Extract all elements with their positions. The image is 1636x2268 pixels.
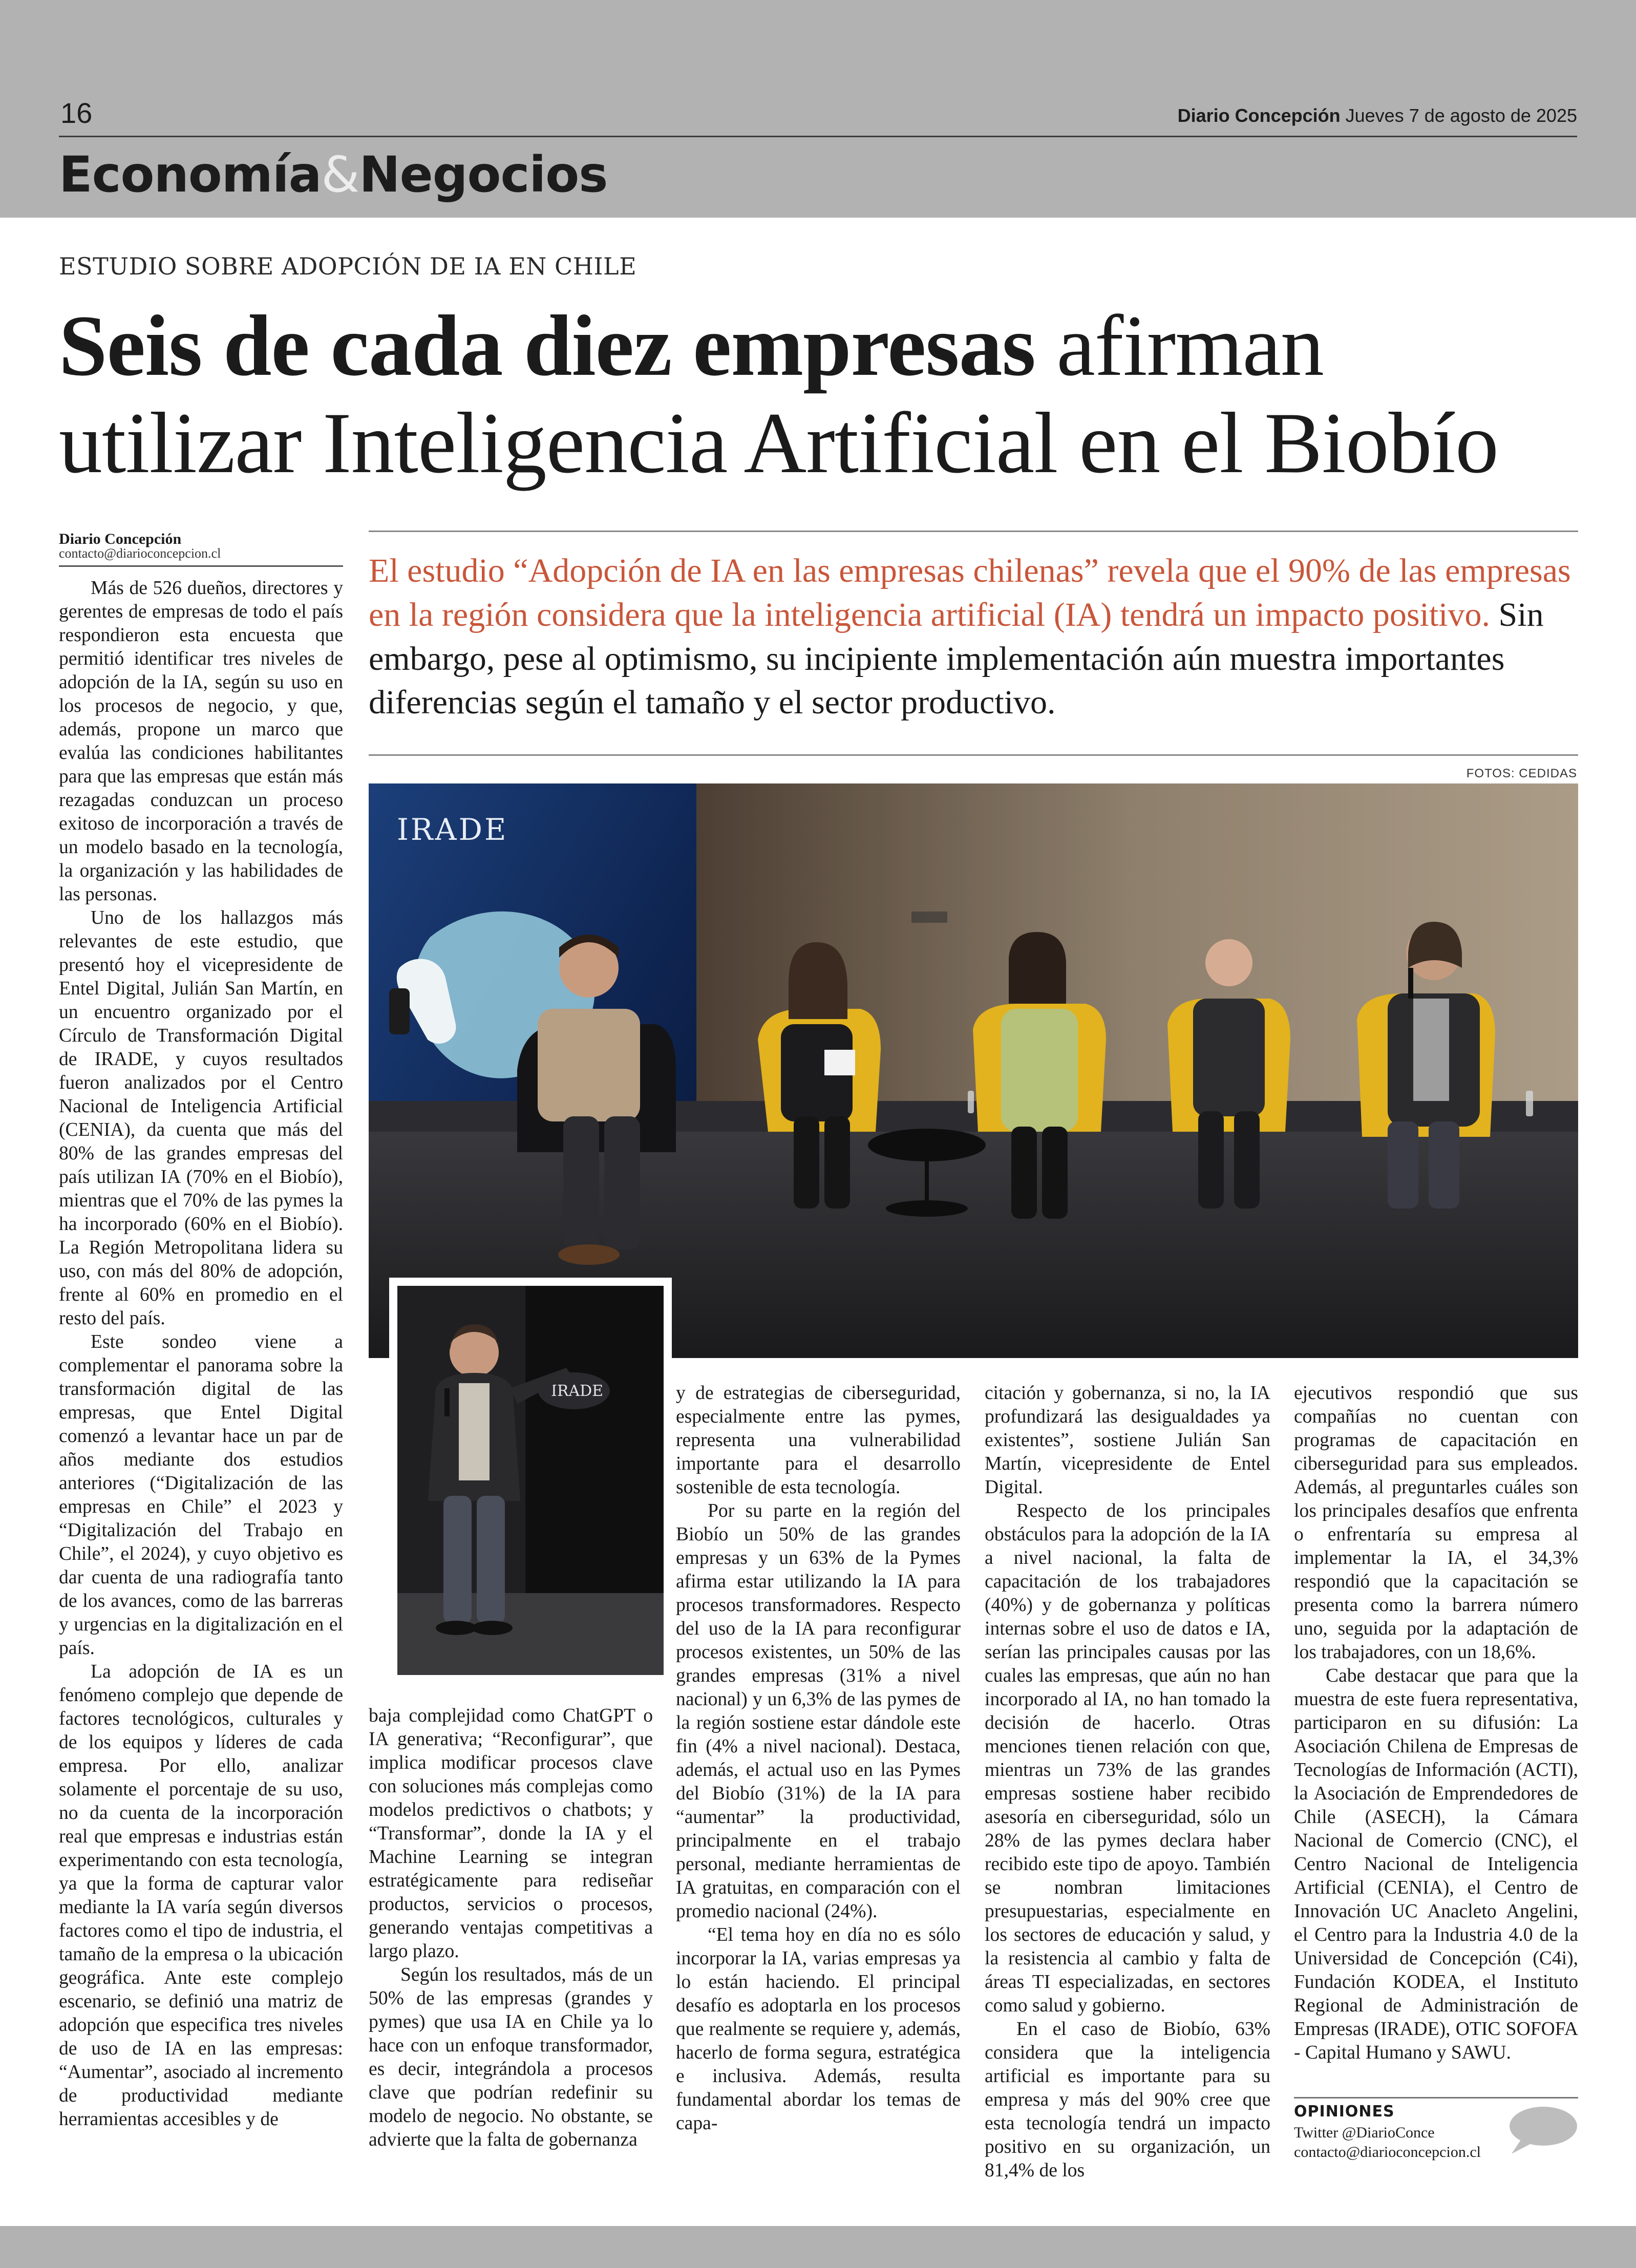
deck-rule-bottom [369, 754, 1578, 756]
article-column-5 [1294, 1382, 1578, 2065]
article-column-2 [369, 1704, 653, 2152]
deck-highlight: El estudio “Adopción de IA en las empresas chilenas” revela que el 90% de las empresas en la región considera que la inteligencia artificial (IA) tendrá un impacto positivo. [369, 552, 1571, 633]
paragraph: Respecto de los principales obstáculos para la adopción de la IA a nivel nacional, la falta de capacitación de los trabajadores (40%) y de gobernanza y políticas internas sobre el uso de datos e IA, serían las principales causas por las cuales las empresas, que aún no han incorporado al IA, no han tomado la decisión de hacerlo. Otras menciones tienen relación con que, mientras un 73% de las grandes empresas sostiene haber recibido asesoría en ciberseguridad, sólo un 28% de las pymes declara haber recibido este tipo de apoyo. También se nombran limitaciones presupuestarias, especialmente en los sectores de educación y salud, y la resistencia al cambio y falta de áreas TI especializadas, en sectores como salud y gobierno. [985, 1500, 1270, 2016]
photo-credit: FOTOS: CEDIDAS [1466, 767, 1577, 780]
opinions-twitter-link[interactable]: Twitter @DiarioConce [1294, 2124, 1435, 2141]
issue-date: Jueves 7 de agosto de 2025 [1345, 105, 1577, 126]
speech-bubble-icon [1506, 2105, 1578, 2158]
paragraph: Cabe destacar que para que la muestra de este fuera representativa, participaron en su difusión: La Asociación Chilena de Empresas de Tecnologías de Información (ACTI), la Asociación de Emprendedores de Chile (ASECH), la Cámara Nacional de Comercio (CNC), el Centro Nacional de Inteligencia Artificial (CENIA), el Centro de Innovación UC Anacleto Angelini, el Centro para la Industria 4.0 de la Universidad de Concepción (C4i), Fundación KODEA, el Instituto Regional de Administración de Empresas (IRADE), OTIC SOFOFA - Capital Humano y SAWU. [1294, 1665, 1578, 2063]
opinions-rule [1294, 2097, 1578, 2099]
article-column-1 [59, 577, 343, 2131]
deck-rule-top [369, 531, 1578, 532]
byline-email: contacto@diarioconcepcion.cl [59, 546, 221, 561]
footer-band [0, 2226, 1636, 2268]
paragraph-continued: citación y gobernanza, si no, la IA profundizará las desigualdades ya existentes”, sostiene Julián San Martín, vicepresidente de Entel Digital. [985, 1383, 1270, 1498]
section-title [59, 146, 607, 203]
paragraph: Este sondeo viene a complementar el panorama sobre la transformación digital de las empresas, que Entel Digital comenzó a levantar hace un par de años mediante dos estudios anteriores (“Digitalización de las empresas en Chile” el 2023 y “Digitalización del Trabajo en Chile”, el 2024), y cuyo objetivo es dar cuenta de una radiografía tanto de los avances, como de las barreras y urgencias en la digitalización en el país. [59, 1331, 343, 1659]
inset-sign-text: IRADE [551, 1382, 604, 1400]
main-photo-panel [369, 783, 1578, 1358]
paragraph: Más de 526 dueños, directores y gerentes de empresas de todo el país respondieron esta encuesta que permitió identificar tres niveles de adopción de la IA, según su uso en los procesos de negocio, y que, además, propone un marco que evalúa las condiciones habilitantes para que las empresas que están más rezagadas conduzcan un proceso exitoso de incorporación a través de un modelo basado en la tecnología, la organización y las habilidades de las personas. [59, 578, 343, 905]
paragraph-continued: y de estrategias de ciberseguridad, especialmente entre las pymes, representa una vulnerabilidad importante para el desarrollo sostenible de esta tecnología. [676, 1383, 961, 1498]
article-column-3 [676, 1382, 961, 2135]
article-column-4 [985, 1382, 1270, 2182]
paragraph-continued: ejecutivos respondió que sus compañías no cuentan con programas de capacitación en ciberseguridad para sus empleados. Además, al preguntarles cuáles son los principales desafíos que enfrenta o enfrentaría su empresa al implementar la IA, el 34,3% respondió que la capacitación se presenta como la barrera número uno, seguida por la adaptación de los trabajadores, con un 18,6%. [1294, 1383, 1578, 1663]
deck-rest: Sin embargo, pese al optimismo, su incipiente implementación aún muestra importantes diferencias según el tamaño y el sector productivo. [369, 596, 1544, 722]
article-kicker: ESTUDIO SOBRE ADOPCIÓN DE IA EN CHILE [59, 252, 637, 280]
headline-bold: Seis de cada diez empresas [59, 298, 1035, 394]
paragraph: En el caso de Biobío, 63% considera que la inteligencia artificial es importante para su empresa y más del 90% cree que esta tecnología tendrá un impacto positivo en su organización, un 81,4% de los [985, 2019, 1270, 2181]
page-number: 16 [60, 97, 93, 129]
byline-name: Diario Concepción [59, 531, 182, 547]
section-title-part2: Negocios [359, 146, 608, 203]
paragraph-continued: baja complejidad como ChatGPT o IA generativa; “Reconfigurar”, que implica modificar procesos clave con soluciones más complejas como modelos predictivos o chatbots; y “Transformar”, donde la IA y el Machine Learning se integran estratégicamente para rediseñar productos, servicios o procesos, generando ventajas competitivas a largo plazo. [369, 1705, 653, 1962]
opinions-email-link[interactable]: contacto@diarioconcepcion.cl [1294, 2144, 1481, 2160]
article-deck [369, 549, 1578, 725]
paragraph: Por su parte en la región del Biobío un 50% de las grandes empresas y un 63% de la Pymes afirma estar utilizando la IA para procesos transformadores. Respecto del uso de la IA para reconfigurar procesos existentes, un 50% de las grandes empresas (31% a nivel nacional) y un 6,3% de las pymes de la región sostiene estar dándole este fin (4% a nivel nacional). Destaca, además, el actual uso en las Pymes del Biobío (31%) de la IA para “aumentar” la productividad, principalmente en el trabajo personal, mediante herramientas de IA gratuitas, en comparación con el promedio nacional (24%). [676, 1500, 961, 1922]
byline-rule [59, 565, 343, 567]
headline-rest: afirman utilizar Inteligencia Artificial en el Biobío [59, 298, 1498, 492]
paragraph: Uno de los hallazgos más relevantes de este estudio, que presentó hoy el vicepresidente de Entel Digital, Julián San Martín, en un encuentro organizado por el Círculo de Transformación Digital de IRADE, y cuyos resultados fueron analizados por el Centro Nacional de Inteligencia Artificial (CENIA), da cuenta que más del 80% de las grandes empresas del país utilizan IA (70% en el Biobío), mientras que el 70% de las pymes la ha incorporado (60% en el Biobío). La Región Metropolitana lidera su uso, con más del 80% de adopción, frente al 60% en promedio en el resto del país. [59, 907, 343, 1329]
masthead [1178, 105, 1577, 126]
inset-photo-panel [389, 1278, 672, 1683]
opinions-title: OPINIONES [1294, 2103, 1395, 2121]
newspaper-name: Diario Concepción [1177, 105, 1341, 126]
section-title-ampersand: & [321, 146, 359, 203]
section-title-part1: Economía [59, 146, 322, 203]
article-headline [59, 297, 1585, 492]
paragraph: Según los resultados, más de un 50% de las empresas (grandes y pymes) que usa IA en Chile ya lo hace con un enfoque transformador, es decir, integrándola a procesos clave que podrían redefinir su modelo de negocio. No obstante, se advierte que la falta de gobernanza [369, 1964, 653, 2150]
header-rule [59, 136, 1577, 137]
paragraph: La adopción de IA es un fenómeno complejo que depende de factores tecnológicos, culturales y de los equipos y líderes de cada empresa. Por ello, analizar solamente el porcentaje de su uso, no da cuenta de la incorporación real que empresas e industrias están experimentando con esta tecnología, ya que la forma de capturar valor mediante la IA varía según diversos factores como el tipo de industria, el tamaño de la empresa o la ubicación geográfica. Ante este complejo escenario, se definió una matriz de adopción que especifica tres niveles de uso de IA en las empresas: “Aumentar”, asociado al incremento de productividad mediante herramientas accesibles y de [59, 1661, 343, 2130]
paragraph: “El tema hoy en día no es sólo incorporar la IA, varias empresas ya lo están haciendo. El principal desafío es adoptarla en los procesos que realmente se requiere y, además, hacerlo de forma segura, estratégica e inclusiva. Además, resulta fundamental abordar los temas de capa- [676, 1924, 961, 2134]
photo-sign-text: IRADE [397, 812, 508, 847]
